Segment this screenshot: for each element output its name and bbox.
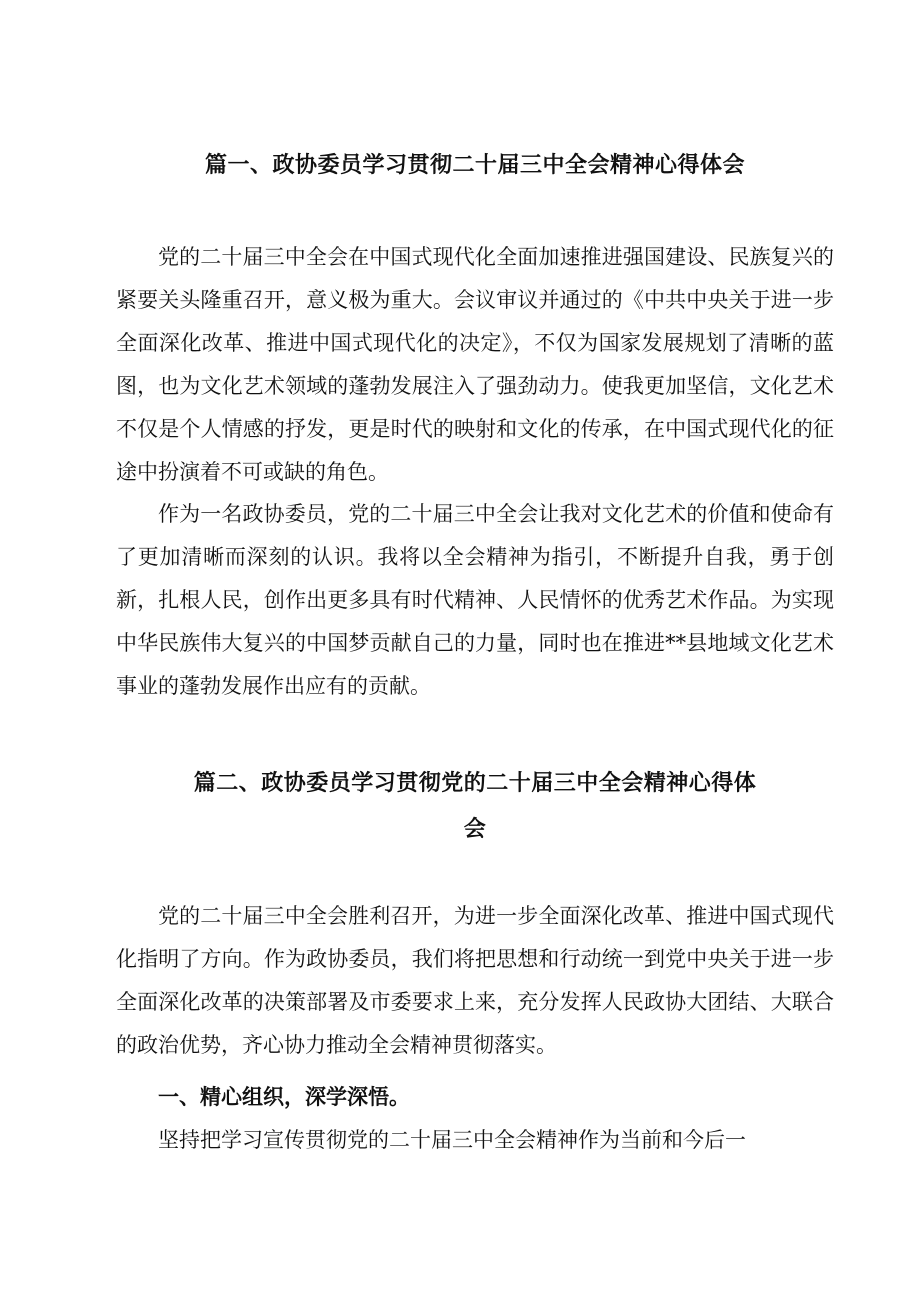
article-1-title: 篇一、政协委员学习贯彻二十届三中全会精神心得体会 bbox=[204, 153, 745, 178]
article-2-paragraph-1: 党的二十届三中全会胜利召开，为进一步全面深化改革、推进中国式现代化指明了方向。作为政协委员，我们将把思想和行动统一到党中央关于进一步全面深化改革的决策部署及市委要求上来，充分发挥人民政协大团结、大联合的政治优势，齐心协力推动全会精神贯彻落实。 bbox=[116, 904, 834, 1057]
section-1-text: 坚持把学习宣传贯彻党的二十届三中全会精神作为当前和今后一 bbox=[158, 1128, 746, 1152]
article-2-title-line-2: 会 bbox=[463, 817, 487, 842]
article-1-paragraph-1: 党的二十届三中全会在中国式现代化全面加速推进强国建设、民族复兴的紧要关头隆重召开，意义极为重大。会议审议并通过的《中共中央关于进一步全面深化改革、推进中国式现代化的决定》，不仅为国家发展规划了清晰的蓝图，也为文化艺术领域的蓬勃发展注入了强劲动力。使我更加坚信，文化艺术不仅是个人情感的抒发，更是时代的映射和文化的传承，在中国式现代化的征途中扮演着不可或缺的角色。 bbox=[116, 245, 834, 484]
article-2-title-line-1: 篇二、政协委员学习贯彻党的二十届三中全会精神心得体 bbox=[193, 771, 757, 796]
section-1-heading: 一、精心组织，深学深悟。 bbox=[158, 1085, 410, 1109]
article-1-paragraph-2: 作为一名政协委员，党的二十届三中全会让我对文化艺术的价值和使命有了更加清晰而深刻的认识。我将以全会精神为指引，不断提升自我，勇于创新，扎根人民，创作出更多具有时代精神、人民情怀的优秀艺术作品。为实现中华民族伟大复兴的中国梦贡献自己的力量，同时也在推进**县地域文化艺术事业的蓬勃发展作出应有的贡献。 bbox=[116, 502, 834, 698]
